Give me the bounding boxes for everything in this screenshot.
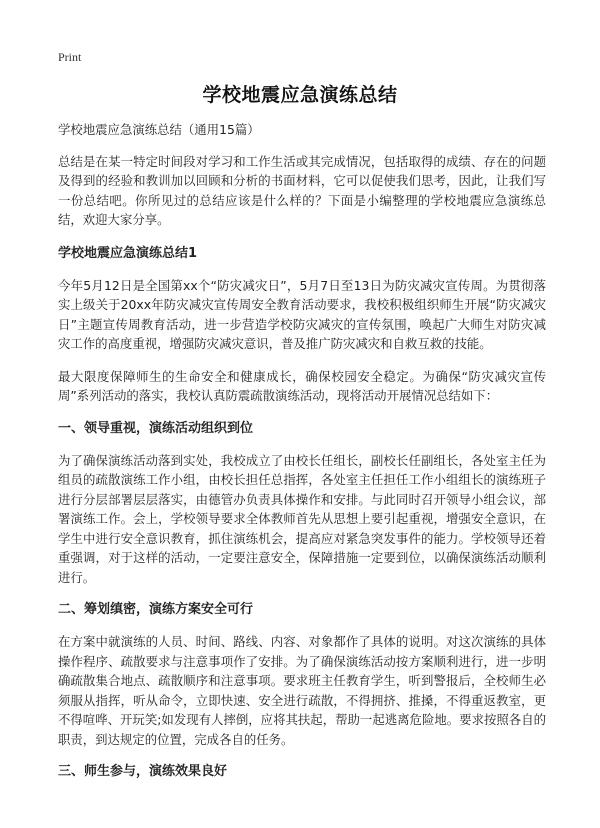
subheading-planning: 二、筹划缜密，演练方案安全可行 bbox=[58, 602, 254, 617]
section1-paragraph-2: 最大限度保障师生的生命安全和健康成长，确保校园安全稳定。为确保“防灾减灾宣传周”系列活动的落实，我校认真防震疏散演练活动，现将活动开展情况总结如下： bbox=[58, 368, 546, 403]
section-heading-1: 学校地震应急演练总结1 bbox=[58, 245, 198, 261]
document-body bbox=[58, 120, 546, 794]
paragraph-leadership: 为了确保演练活动落到实处，我校成立了由校长任组长，副校长任副组长，各处室主任为组员的疏散演练工作小组，由校长担任总指挥，各处室主任担任工作小组组长的演练班子进行分层部署层层落实，由德管办负责具体操作和安排。与此同时召开领导小组会议，部署演练工作。会上，学校领导要求全体教师首先从思想上要引起重视，增强安全意识，在学生中进行安全意识教育，抓住演练机会，提高应对紧急突发事件的能力。学校领导还着重强调，对于这样的活动，一定要注意安全，保障措施一定要到位，以确保演练活动顺利进行。 bbox=[58, 452, 546, 585]
intro-paragraph: 总结是在某一特定时间段对学习和工作生活或其完成情况，包括取得的成绩、存在的问题及得到的经验和教训加以回顾和分析的书面材料，它可以促使我们思考，因此，让我们写一份总结吧。你所见过的总结应该是什么样的？下面是小编整理的学校地震应急演练总结，欢迎大家分享。 bbox=[58, 153, 546, 227]
paragraph-planning: 在方案中就演练的人员、时间、路线、内容、对象都作了具体的说明。对这次演练的具体操作程序、疏散要求与注意事项作了安排。为了确保演练活动按方案顺利进行，进一步明确疏散集合地点、疏散顺序和注意事项。要求班主任教育学生，听到警报后，全校师生必须服从指挥，听从命令，立即快速、安全进行疏散，不得拥挤、推搡，不得重返教室，更不得喧哗、开玩笑;如发现有人摔倒，应将其扶起，帮助一起逃离危险地。要求按照各自的职责，到达规定的位置，完成各自的任务。 bbox=[58, 634, 546, 747]
subheading-leadership: 一、领导重视，演练活动组织到位 bbox=[58, 420, 254, 436]
document-subtitle: 学校地震应急演练总结（通用15篇） bbox=[58, 122, 260, 137]
print-label[interactable]: Print bbox=[58, 50, 82, 64]
page-title: 学校地震应急演练总结 bbox=[202, 84, 398, 106]
section1-paragraph-1: 今年5月12日是全国第xx个“防灾减灾日”，5月7日至13日为防灾减灾宣传周。为贯彻落实上级关于20xx年防灾减灾宣传周安全教育活动要求，我校积极组织师生开展“防灾减灾日”主题宣传周教育活动，进一步营造学校防灾减灾的宣传氛围，唤起广大师生对防灾减灾工作的高度重视，增强防灾减灾意识，普及推广防灾减灾和自救互救的技能。 bbox=[58, 277, 546, 351]
subheading-participation: 三、师生参与，演练效果良好 bbox=[58, 764, 228, 779]
